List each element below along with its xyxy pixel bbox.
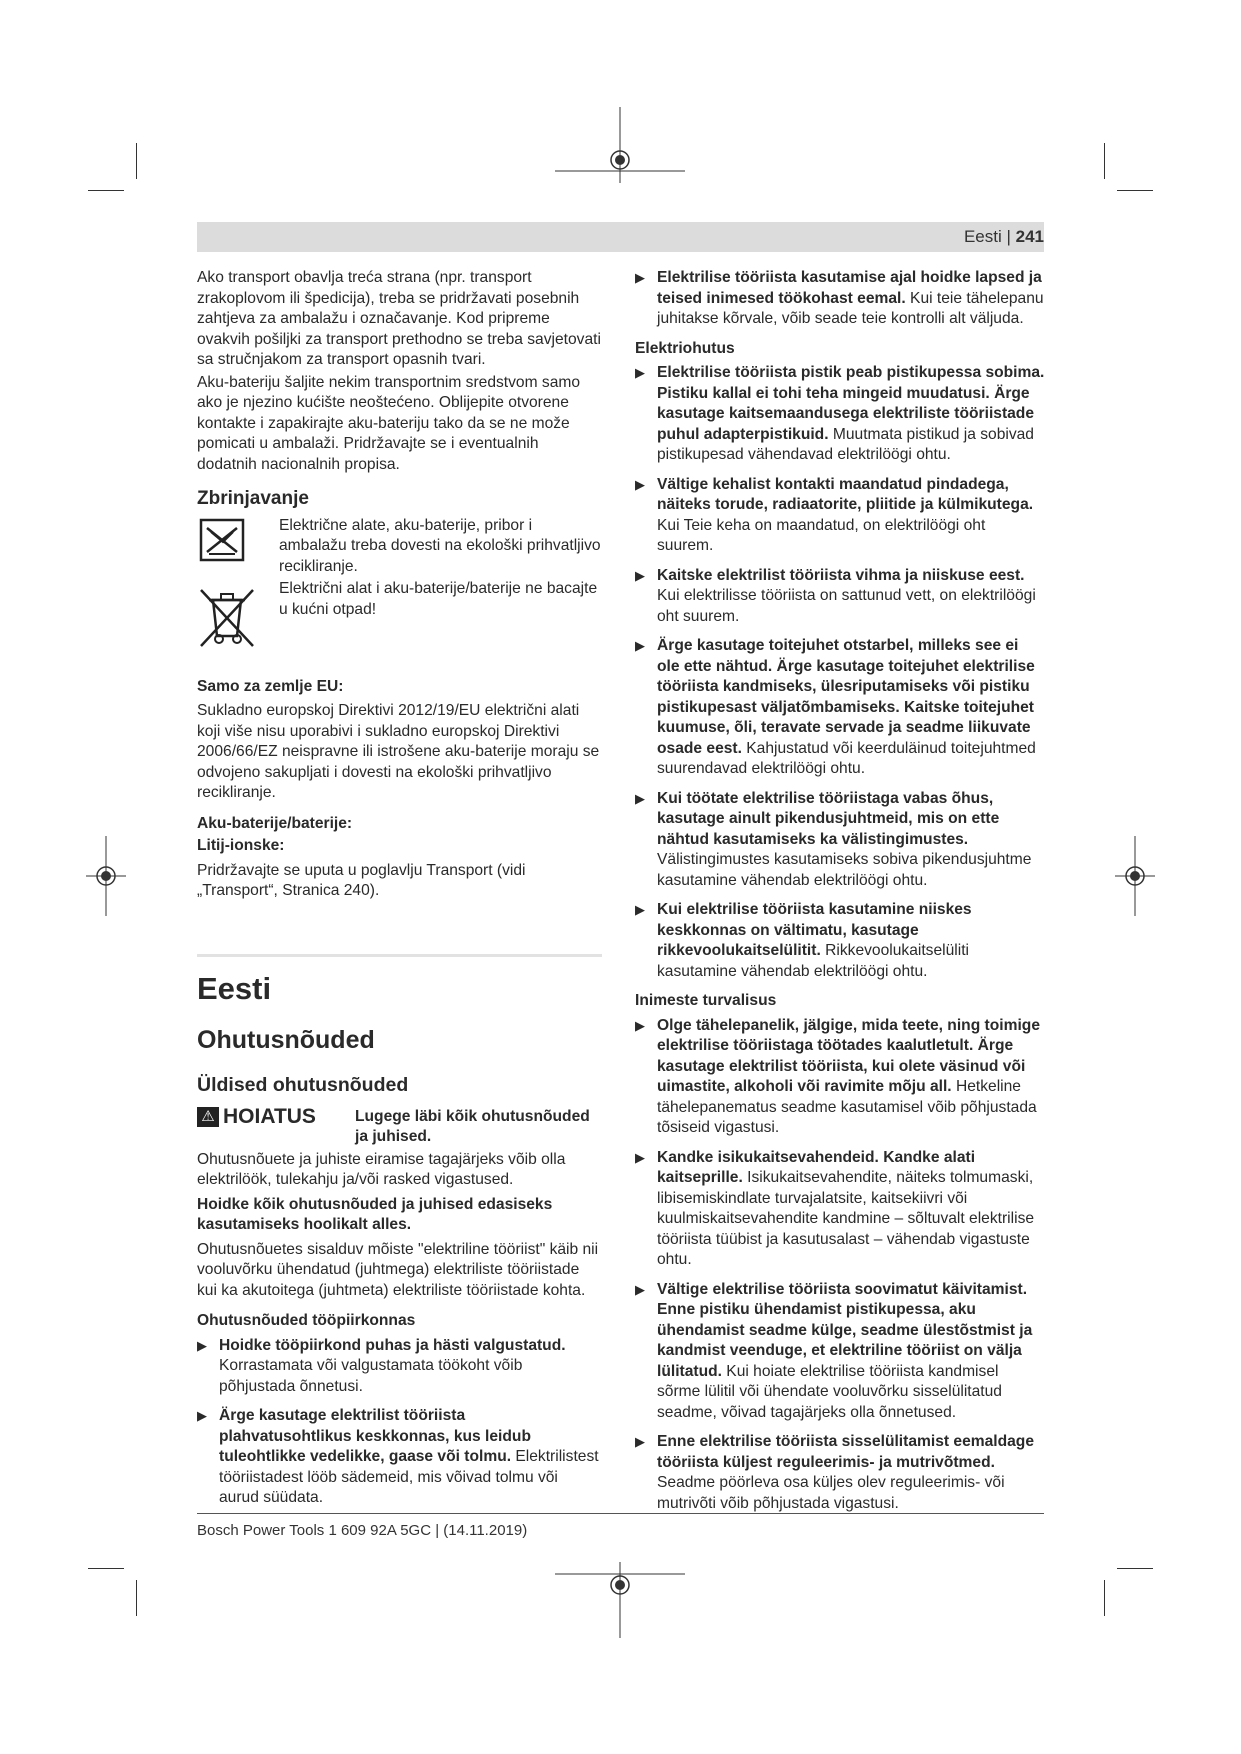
- safety-title: Ohutusnõuded: [197, 1025, 375, 1054]
- recycling-box-icon: [199, 518, 245, 562]
- registration-mark-left: [86, 836, 126, 916]
- bullet-arrow-icon: ▶: [635, 1434, 645, 1449]
- battery-heading: Aku-baterije/baterije:: [197, 814, 353, 832]
- page-number: 241: [1015, 227, 1044, 246]
- crop-mark: [136, 1580, 137, 1616]
- list-item: ▶ Elektrilise tööriista kasutamise ajal hoidke lapsed ja teised inimesed töökohast eemal. Kui teie tähelepanu juhitakse kõrvale, võib seade teie kontrolli alt väljuda.: [635, 269, 1044, 327]
- bullet-arrow-icon: ▶: [635, 790, 645, 806]
- personal-safety-heading: Inimeste turvalisus: [635, 992, 777, 1009]
- crop-mark: [1104, 1580, 1105, 1616]
- list-item: ▶ Olge tähelepanelik, jälgige, mida teete, ning toimige elektrilise tööriistaga töötades kaalutletult. Ärge kasutage elektrilist tööriista, kui olete väsinud või uimastite, alkoholi või ravimite mõju all. Hetkeline tähelepanematus seadme kasutamisel võib põhjustada tõsiseid vigastusi.: [635, 1016, 1040, 1136]
- section-divider: [197, 954, 602, 957]
- transport-paragraph-2: Aku-bateriju šaljite nekim transportnim sredstvom samo ako je njezino kućište neoštećeno. Oblijepite otvorene kontakte i zapakirajte aku-bateriju tako da se ne može pomicati u ambalaži. Pridržavajte se i eventualnih dodatnih nacionalnih propisa.: [197, 373, 581, 473]
- page-header: Eesti | 241: [963, 227, 1044, 246]
- bullet-arrow-icon: ▶: [635, 1017, 645, 1033]
- bullet-arrow-icon: ▶: [197, 1408, 207, 1423]
- footer-rule: [197, 1513, 1044, 1514]
- crop-mark: [1117, 190, 1153, 191]
- keep-instructions: Hoidke kõik ohutusnõuded ja juhised edasiseks kasutamiseks hoolikalt alles.: [197, 1195, 553, 1233]
- bullet-arrow-icon: ▶: [635, 476, 645, 492]
- list-item: ▶ Kandke isikukaitsevahendeid. Kandke alati kaitseprille. Isikukaitsevahendite, näiteks tolmumaski, libisemiskindlate turvajalatsite, kaitsekiivri või kuulmiskaitsevahendite kandmine – sõltuvalt elektrilise tööriista tüübist ja kasutusalast – vähendab vigastuste ohtu.: [635, 1148, 1035, 1268]
- page-footer: Bosch Power Tools 1 609 92A 5GC | (14.11.2019): [197, 1522, 528, 1539]
- list-item: ▶ Vältige kehalist kontakti maandatud pindadega, näiteks torude, radiaatorite, pliitide ja külmikutega. Kui Teie keha on maandatud, on elektrilöögi oht suurem.: [635, 475, 1034, 554]
- list-item: ▶ Hoidke tööpiirkond puhas ja hästi valgustatud. Korrastamata või valgustamata töökoht võib põhjustada õnnetusi.: [197, 1336, 566, 1395]
- disposal-heading: Zbrinjavanje: [197, 488, 309, 509]
- liion-text: Pridržavajte se uputa u poglavlju Transport (vidi „Transport“, Stranica 240).: [197, 861, 526, 899]
- left-column: [197, 268, 602, 1518]
- list-item: ▶ Enne elektrilise tööriista sisselülitamist eemaldage tööriista küljest reguleerimis- ja mutrivõtmed. Seadme pöörleva osa küljes olev reguleerimis- või mutrivõti võib põhjustada vigastusi.: [635, 1433, 1035, 1512]
- list-item: ▶ Kui töötate elektrilise tööriistaga vabas õhus, kasutage ainult pikendusjuhtmeid, mis on ette nähtud kasutamiseks ka välistingimustes. Välistingimustes kasutamiseks sobiva pikendusjuhtme kasutamine vähendab elektrilöögi ohtu.: [635, 789, 1032, 889]
- term-definition: Ohutusnõuetes sisalduv mõiste "elektriline tööriist" käib nii vooluvõrku ühendatud (juhtmega) elektriliste tööriistade kui ka akutoitega (juhtmeta) elektriliste tööriistade kohta.: [197, 1240, 599, 1299]
- disposal-text-2: Električni alat i aku-baterije/baterije ne bacajte u kućni otpad!: [279, 580, 598, 618]
- disposal-text-1: Električne alate, aku-baterije, pribor i ambalažu treba dovesti na ekološki prihvatljivo recikliranje.: [279, 516, 601, 575]
- registration-mark-top: [555, 105, 685, 185]
- liion-heading: Litij-ionske:: [197, 837, 285, 854]
- list-item: ▶ Kui elektrilise tööriista kasutamine niiskes keskkonnas on vältimatu, kasutage rikkevoolukaitselülitit. Rikkevoolukaitselüliti kasutamine vähendab elektrilöögi ohtu.: [635, 901, 972, 980]
- crossed-bin-icon: [197, 586, 257, 648]
- crop-mark: [136, 143, 137, 179]
- language-title: Eesti: [197, 970, 272, 1006]
- bullet-arrow-icon: ▶: [635, 567, 645, 583]
- header-bar: [197, 222, 1044, 252]
- list-item: ▶ Ärge kasutage elektrilist tööriista plahvatusohtlikus keskkonnas, kus leidub tuleohtlikke vedelikke, gaase või tolmu. Elektrilistest tööriistadest lööb sädemeid, mis võivad tolmu või aurud süüdata.: [197, 1407, 599, 1506]
- general-safety-title: Üldised ohutusnõuded: [197, 1073, 409, 1096]
- warning-block: [197, 1104, 602, 1148]
- registration-mark-bottom: [555, 1560, 685, 1640]
- bullet-arrow-icon: ▶: [635, 365, 645, 380]
- bullet-arrow-icon: ▶: [635, 270, 645, 285]
- bullet-arrow-icon: ▶: [635, 638, 645, 653]
- warning-triangle-icon: ⚠: [197, 1107, 219, 1127]
- bullet-arrow-icon: ▶: [197, 1337, 207, 1353]
- crop-mark: [88, 190, 124, 191]
- bullet-arrow-icon: ▶: [635, 902, 645, 917]
- disposal-block: [197, 516, 602, 655]
- list-item: ▶ Vältige elektrilise tööriista soovimatut käivitamist. Enne pistiku ühendamist pistikupessa, aku ühendamist seadme külge, seadme ülestõstmist ja kandmist veenduge, et elektriline tööriist on välja lülitatud. Kui hoiate elektrilise tööriista kandmisel sõrme lülitil või ühendate vooluvõrku sisselülitatud seadme, võivad tagajärjeks olla õnnetused.: [635, 1280, 1033, 1421]
- list-item: ▶ Ärge kasutage toitejuhet otstarbel, milleks see ei ole ette nähtud. Ärge kasutage toitejuhet elektrilise tööriista kandmiseks, ülesriputamiseks või pistiku pistikupesast väljatõmbamiseks. Kaitske toitejuhet kuumuse, õli, teravate servade ja seadme liikuvate osade eest. Kahjustatud või keerduläinud toitejuhtmed suurendavad elektrilöögi ohtu.: [635, 637, 1036, 777]
- crop-mark: [1117, 1568, 1153, 1569]
- list-item: ▶ Kaitske elektrilist tööriista vihma ja niiskuse eest. Kui elektrilisse tööriista on sattunud vett, on elektrilöögi oht suurem.: [635, 566, 1036, 625]
- crop-mark: [1104, 143, 1105, 179]
- eu-heading: Samo za zemlje EU:: [197, 677, 344, 695]
- transport-paragraph-1: Ako transport obavlja treća strana (npr. transport zrakoplovom ili špedicija), treba se pridržavati posebnih zahtjeva za ambalažu i označavanje. Kod pripreme ovakvih pošiljki za transport prethodno se treba savjetovati sa stručnjakom za transport opasnih tvari.: [197, 269, 601, 368]
- list-item: ▶ Elektrilise tööriista pistik peab pistikupessa sobima. Pistiku kallal ei tohi teha mingeid muudatusi. Ärge kasutage kaitsemaandusega elektriliste tööriistade puhul adapterpistikuid. Muutmata pistikud ja sobivad pistikupesad vähendavad elektrilöögi ohtu.: [635, 364, 1045, 463]
- crop-mark: [88, 1568, 124, 1569]
- warning-label: HOIATUS: [223, 1104, 316, 1128]
- eu-text: Sukladno europskoj Direktivi 2012/19/EU električni alati koji više nisu uporabivi i sukladno europskoj Direktivi 2006/66/EZ neispravne ili istrošene aku-baterije moraju se odvojeno sakupljati i dovesti na ekološki prihvatljivo recikliranje.: [197, 702, 600, 801]
- warning-bold: Lugege läbi kõik ohutusnõuded ja juhised.: [355, 1107, 590, 1145]
- registration-mark-right: [1115, 836, 1155, 916]
- header-section: Eesti: [963, 227, 1002, 246]
- bullet-arrow-icon: ▶: [635, 1281, 645, 1297]
- right-column: [635, 268, 1045, 1523]
- bullet-arrow-icon: ▶: [635, 1149, 645, 1165]
- warning-text: Ohutusnõuete ja juhiste eiramise tagajärjeks võib olla elektrilöök, tulekahju ja/või rasked vigastused.: [197, 1150, 566, 1188]
- workplace-heading: Ohutusnõuded tööpiirkonnas: [197, 1312, 416, 1329]
- electrical-safety-heading: Elektriohutus: [635, 339, 735, 357]
